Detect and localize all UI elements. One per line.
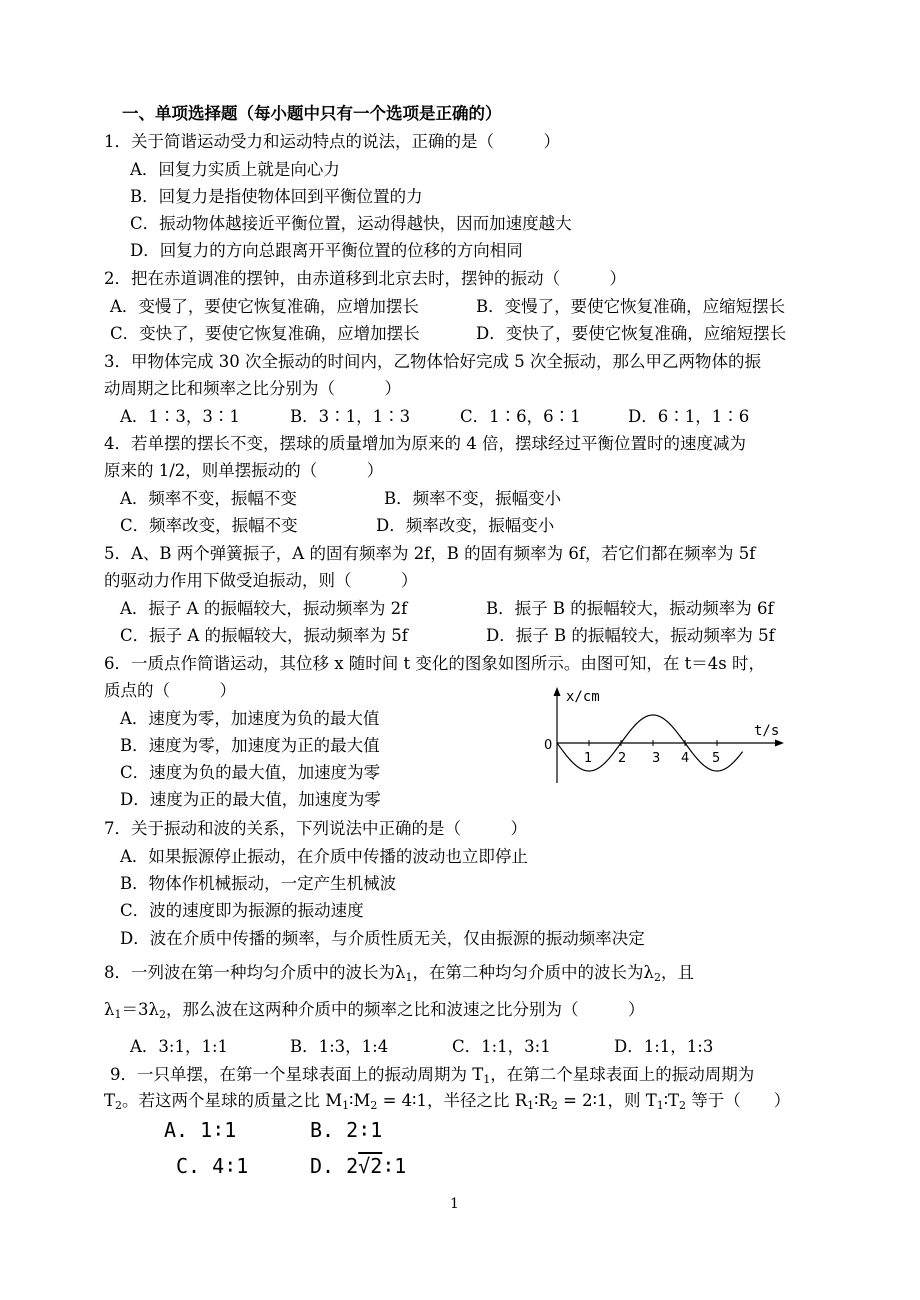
q5-stem-line2: 的驱动力作用下做受迫振动，则（ ） (104, 571, 418, 590)
origin-label: 0 (544, 738, 553, 753)
q8-subscript: 2 (158, 1008, 166, 1021)
q9-option-c: C. 4∶1 (176, 1154, 249, 1178)
q9-option-d-suffix: ∶1 (382, 1154, 407, 1178)
q3-option-c: C．1∶6，6∶1 (460, 407, 581, 426)
q8-text: ＝3λ (121, 1000, 159, 1019)
x-axis-arrow (775, 740, 784, 747)
q8-stem-line1 (104, 963, 694, 983)
q4-option-c: C．频率改变，振幅不变 (120, 516, 298, 535)
q8-option-d: D．1:1，1:3 (614, 1037, 714, 1056)
q6-option-c: C．速度为负的最大值，加速度为零 (120, 763, 381, 782)
q6-option-a: A．速度为零，加速度为负的最大值 (120, 709, 380, 728)
q1-option-d: D．回复力的方向总跟离开平衡位置的位移的方向相同 (130, 241, 523, 260)
q4-option-d: D．频率改变，振幅变小 (376, 516, 555, 535)
q9-stem-line1 (110, 1065, 754, 1085)
sqrt-symbol: √2 (358, 1154, 383, 1178)
q3-option-d: D．6∶1，1∶6 (628, 407, 750, 426)
q3-option-a: A．1∶3，3∶1 (120, 407, 240, 426)
q9-text: ∶T (663, 1091, 680, 1110)
page-number: 1 (450, 1196, 459, 1212)
q9-text: T (104, 1091, 116, 1110)
tick-label-3: 3 (652, 751, 661, 766)
q6-option-d: D．速度为正的最大值，加速度为零 (120, 790, 381, 809)
q1-option-c: C．振动物体越接近平衡位置，运动得越快，因而加速度越大 (130, 214, 572, 233)
tick-label-5: 5 (712, 751, 721, 766)
q9-subscript: 1 (483, 1073, 491, 1086)
q4-option-a: A．频率不变，振幅不变 (120, 489, 297, 508)
y-axis-label: x/cm (566, 689, 600, 705)
q8-subscript: 1 (405, 971, 413, 984)
q2-stem: 2．把在赤道调准的摆钟，由赤道移到北京去时，摆钟的振动（ ） (104, 269, 626, 288)
q9-subscript: 2 (679, 1099, 687, 1112)
q7-option-a: A．如果振源停止振动，在介质中传播的波动也立即停止 (120, 847, 528, 866)
q5-option-b: B．振子 B 的振幅较大，振动频率为 6f (486, 599, 774, 618)
q9-subscript: 1 (527, 1099, 535, 1112)
q2-option-b: B．变慢了，要使它恢复准确，应缩短摆长 (476, 297, 786, 316)
q9-option-d (310, 1154, 406, 1178)
q9-subscript: 2 (370, 1099, 378, 1112)
q6-stem-line1: 6．一质点作简谐运动，其位移 x 随时间 t 变化的图象如图所示。由图可知，在 t＝4s 时， (104, 654, 765, 673)
y-axis-arrow (554, 687, 561, 696)
q6-stem-line2: 质点的（ ） (104, 681, 236, 700)
q9-subscript: 2 (115, 1099, 123, 1112)
q9-subscript: 2 (550, 1099, 558, 1112)
q3-option-b: B．3∶1，1∶3 (290, 407, 411, 426)
tick-label-4: 4 (681, 751, 690, 766)
q5-stem-line1: 5．A、B 两个弹簧振子，A 的固有频率为 2f，B 的固有频率为 6f，若它们都在频率为 5f (104, 544, 756, 563)
q9-option-b: B. 2∶1 (310, 1118, 383, 1142)
q5-option-c: C．振子 A 的振幅较大，振动频率为 5f (120, 626, 408, 645)
tick-label-2: 2 (618, 751, 627, 766)
q4-option-b: B．频率不变，振幅变小 (384, 489, 562, 508)
q8-option-c: C．1:1，3:1 (452, 1037, 551, 1056)
q8-option-b: B．1:3，1:4 (290, 1037, 389, 1056)
q3-stem-line1: 3．甲物体完成 30 次全振动的时间内，乙物体恰好完成 5 次全振动，那么甲乙两物体的振 (104, 352, 761, 371)
q1-option-b: B．回复力是指使物体回到平衡位置的力 (130, 187, 423, 206)
q2-option-d: D．变快了，要使它恢复准确，应缩短摆长 (476, 324, 787, 343)
q8-text: λ (104, 1000, 115, 1019)
q9-option-a: A. 1∶1 (164, 1118, 237, 1142)
section-title: 一、单项选择题（每小题中只有一个选项是正确的） (122, 104, 502, 123)
q7-stem: 7．关于振动和波的关系，下列说法中正确的是（ ） (104, 819, 527, 838)
q8-text: ，那么波在这两种介质中的频率之比和波速之比分别为（ ） (165, 1000, 645, 1019)
q7-option-c: C．波的速度即为振源的振动速度 (120, 901, 364, 920)
q1-stem: 1．关于简谐运动受力和运动特点的说法，正确的是（ ） (104, 132, 560, 151)
tick-label-1: 1 (584, 751, 593, 766)
q9-text: ∶M (349, 1091, 371, 1110)
q8-stem-line2 (104, 1000, 644, 1020)
q9-text: 9．一只单摆，在第一个星球表面上的振动周期为 T (110, 1065, 484, 1084)
x-axis-label: t/s (754, 723, 780, 739)
q5-option-a: A．振子 A 的振幅较大，振动频率为 2f (120, 599, 408, 618)
q5-option-d: D．振子 B 的振幅较大，振动频率为 5f (486, 626, 775, 645)
q9-text: 等于（ ） (686, 1091, 791, 1110)
q6-option-b: B．速度为零，加速度为正的最大值 (120, 736, 380, 755)
q9-text: ∶R (534, 1091, 551, 1110)
displacement-time-graph (540, 683, 790, 787)
q4-stem-line2: 原来的 1/2，则单摆振动的（ ） (104, 461, 384, 480)
q3-stem-line2: 动周期之比和频率之比分别为（ ） (104, 379, 401, 398)
q8-text: ，在第二种均匀介质中的波长为λ (412, 963, 654, 982)
q9-text: = 4∶1，半径之比 R (377, 1091, 528, 1110)
q8-option-a: A．3:1，1:1 (130, 1037, 229, 1056)
q9-text: 。若这两个星球的质量之比 M (122, 1091, 343, 1110)
q7-option-b: B．物体作机械振动，一定产生机械波 (120, 874, 397, 893)
q9-subscript: 1 (656, 1099, 664, 1112)
q2-option-a: A．变慢了，要使它恢复准确，应增加摆长 (110, 297, 419, 316)
q1-option-a: A．回复力实质上就是向心力 (130, 160, 340, 179)
q9-stem-line2 (104, 1091, 790, 1111)
q7-option-d: D．波在介质中传播的频率，与介质性质无关，仅由振源的振动频率决定 (120, 929, 645, 948)
q8-subscript: 2 (653, 971, 661, 984)
q2-option-c: C．变快了，要使它恢复准确，应增加摆长 (110, 324, 420, 343)
q9-text: = 2∶1，则 T (557, 1091, 657, 1110)
q9-subscript: 1 (342, 1099, 350, 1112)
q8-text: 8．一列波在第一种均匀介质中的波长为λ (104, 963, 406, 982)
q8-subscript: 1 (114, 1008, 122, 1021)
q9-text: ，在第二个星球表面上的振动周期为 (490, 1065, 755, 1084)
q9-option-d-prefix: D. 2 (310, 1154, 359, 1178)
q4-stem-line1: 4．若单摆的摆长不变，摆球的质量增加为原来的 4 倍，摆球经过平衡位置时的速度减为 (104, 434, 746, 453)
q8-text: ，且 (660, 963, 694, 982)
